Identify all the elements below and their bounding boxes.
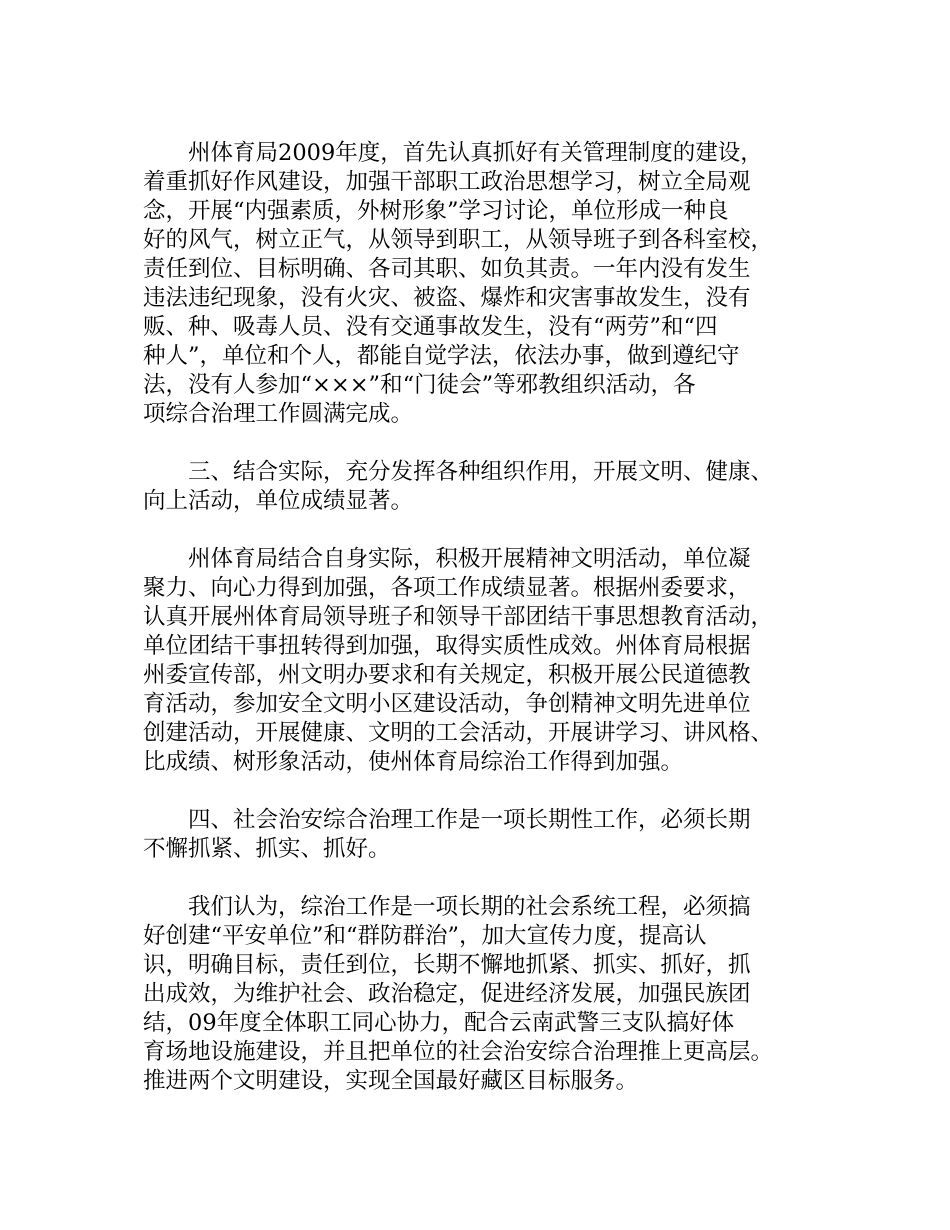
text-line: 不懈抓紧、抓实、抓好。 <box>143 836 391 862</box>
text-line: 州体育局结合自身实际，积极开展精神文明活动，单位凝 <box>188 546 751 572</box>
text-line: 好创建“平安单位”和“群防群治”，加大宣传力度，提高认 <box>143 923 707 949</box>
paragraph-spacer <box>143 429 833 458</box>
text-line: 育场地设施建设，并且把单位的社会治安综合治理推上更高层。 <box>143 1039 774 1065</box>
section-heading-4 <box>143 806 833 864</box>
text-line: 创建活动，开展健康、文明的工会活动，开展讲学习、讲风格、 <box>143 720 774 746</box>
text-line: 结，09年度全体职工同心协力，配合云南武警三支队搞好体 <box>143 1010 735 1036</box>
text-line: 州体育局2009年度，首先认真抓好有关管理制度的建设， <box>188 140 763 166</box>
text-line: 四、社会治安综合治理工作是一项长期性工作，必须长期 <box>188 807 751 833</box>
text-line: 念，开展“内强素质，外树形象”学习讨论，单位形成一种良 <box>143 198 729 224</box>
paragraph-spacer <box>143 516 833 545</box>
text-line: 责任到位、目标明确、各司其职、如负其责。一年内没有发生 <box>143 256 751 282</box>
text-line: 比成绩、树形象活动，使州体育局综治工作得到加强。 <box>143 749 684 775</box>
text-line: 推进两个文明建设，实现全国最好藏区目标服务。 <box>143 1068 639 1094</box>
text-line: 我们认为，综治工作是一项长期的社会系统工程，必须搞 <box>188 894 751 920</box>
text-line: 贩、种、吸毒人员、没有交通事故发生，没有“两劳”和“四 <box>143 314 718 340</box>
text-line: 识，明确目标，责任到位，长期不懈地抓紧、抓实、抓好，抓 <box>143 952 751 978</box>
paragraph-3 <box>143 545 833 777</box>
document-body <box>143 139 833 1096</box>
text-line: 法，没有人参加“×××”和“门徒会”等邪教组织活动，各 <box>143 372 696 398</box>
text-line: 出成效，为维护社会、政治稳定，促进经济发展，加强民族团 <box>143 981 751 1007</box>
paragraph-1 <box>143 139 833 429</box>
paragraph-5 <box>143 893 833 1096</box>
text-line: 育活动，参加安全文明小区建设活动，争创精神文明先进单位 <box>143 691 751 717</box>
text-line: 项综合治理工作圆满完成。 <box>143 401 414 427</box>
text-line: 着重抓好作风建设，加强干部职工政治思想学习，树立全局观 <box>143 169 751 195</box>
text-line: 三、结合实际，充分发挥各种组织作用，开展文明、健康、 <box>188 459 774 485</box>
paragraph-spacer <box>143 777 833 806</box>
text-line: 聚力、向心力得到加强，各项工作成绩显著。根据州委要求， <box>143 575 751 601</box>
text-line: 种人”，单位和个人，都能自觉学法，依法办事，做到遵纪守 <box>143 343 740 369</box>
text-line: 州委宣传部，州文明办要求和有关规定，积极开展公民道德教 <box>143 662 751 688</box>
text-line: 认真开展州体育局领导班子和领导干部团结干事思想教育活动， <box>143 604 774 630</box>
paragraph-spacer <box>143 864 833 893</box>
text-line: 好的风气，树立正气，从领导到职工，从领导班子到各科室校， <box>143 227 774 253</box>
text-line: 违法违纪现象，没有火灾、被盗、爆炸和灾害事故发生，没有 <box>143 285 751 311</box>
text-line: 单位团结干事扭转得到加强，取得实质性成效。州体育局根据 <box>143 633 751 659</box>
text-line: 向上活动，单位成绩显著。 <box>143 488 414 514</box>
section-heading-3 <box>143 458 833 516</box>
